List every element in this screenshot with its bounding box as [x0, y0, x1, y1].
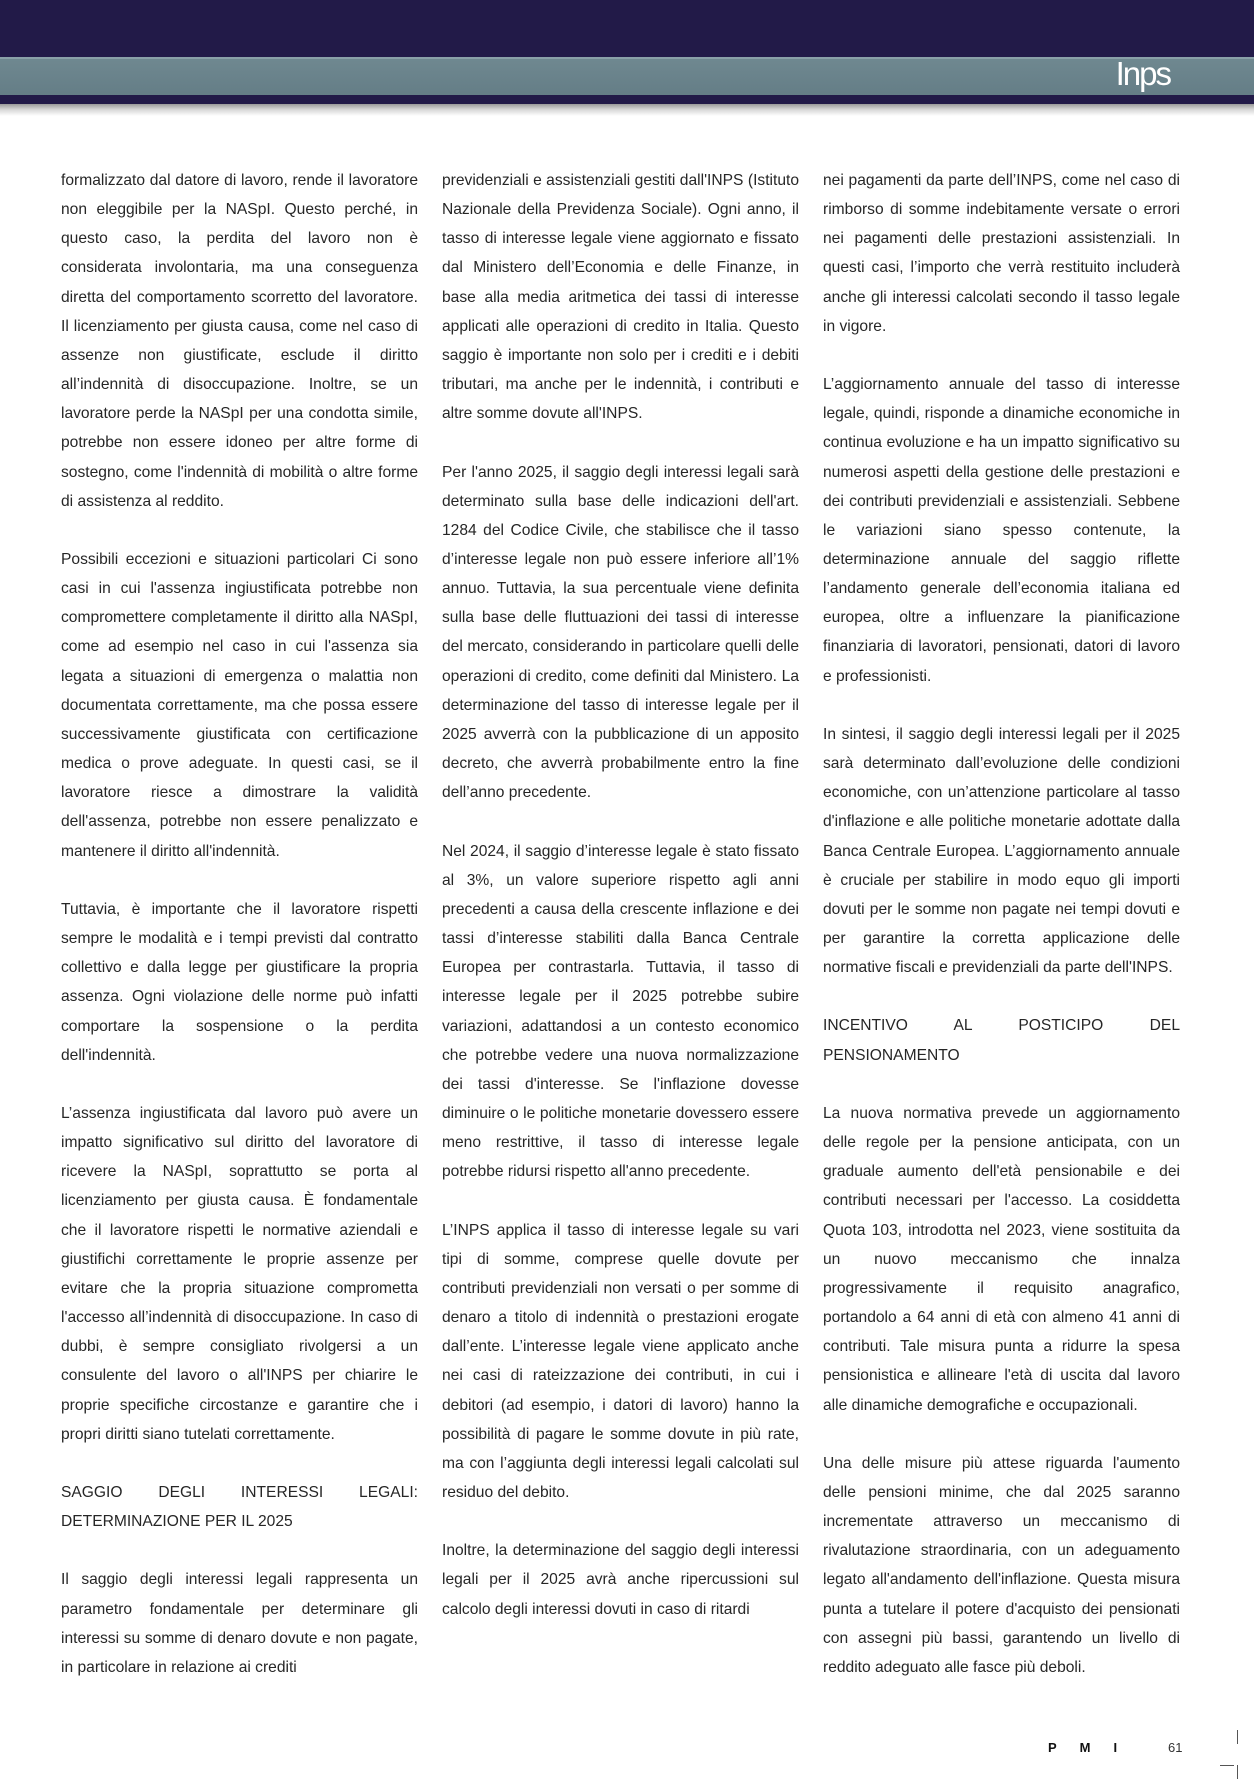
paragraph: previdenziali e assistenziali gestiti dall'INPS (Istituto Nazionale della Previdenza Sociale). Ogni anno, il tasso di interesse legale viene aggiornato e fissato dal Ministero dell’Economia e delle Finanze, in base alla media aritmetica dei tassi di interesse applicati alle operazioni di credito in Italia. Questo saggio è importante non solo per i crediti e i debiti tributari, ma anche per le indennità, i contributi e altre somme dovute all'INPS. — [442, 172, 799, 423]
text-column-1 — [61, 166, 418, 1711]
paragraph: L’aggiornamento annuale del tasso di interesse legale, quindi, risponde a dinamiche economiche in continua evoluzione e ha un impatto significativo su numerosi aspetti della gestione delle prestazioni e dei contributi previdenziali e assistenziali. Sebbene le variazioni siano spesso contenute, la determinazione annuale del saggio riflette l’andamento generale dell’economia italiana ed europea, oltre a influenzare la pianificazione finanziaria di lavoratori, pensionati, datori di lavoro e professionisti. — [823, 376, 1180, 685]
paragraph: Nel 2024, il saggio d’interesse legale è stato fissato al 3%, un valore superiore rispetto agli anni precedenti a causa della crescente inflazione e dei tassi d’interesse stabiliti dalla Banca Centrale Europea per contrastarla. Tuttavia, il tasso di interesse legale per il 2025 potrebbe subire variazioni, adattandosi a un contesto economico che potrebbe vedere una nuova normalizzazione dei tassi d'interesse. Se l'inflazione dovesse diminuire o le politiche monetarie dovessero essere meno restrittive, il tasso di interesse legale potrebbe ridursi rispetto all'anno precedente. — [442, 842, 799, 1181]
inps-logo: Inps — [1115, 55, 1170, 92]
paragraph: Il saggio degli interessi legali rappresenta un parametro fondamentale per determinare gli interessi su somme di denaro dovute e non pagate, in particolare in relazione ai crediti — [61, 1571, 418, 1676]
section-heading: INCENTIVO AL POSTICIPO DEL PENSIONAMENTO — [823, 1017, 1180, 1064]
section-heading: SAGGIO DEGLI INTERESSI LEGALI: DETERMINAZIONE PER IL 2025 — [61, 1483, 418, 1531]
paragraph: Per l'anno 2025, il saggio degli interessi legali sarà determinato sulla base delle indicazioni dell'art. 1284 del Codice Civile, che stabilisce che il tasso d’interesse legale non può essere inferiore all’1% annuo. Tuttavia, la sua percentuale viene definita sulla base delle fluttuazioni dei tassi di interesse del mercato, considerando in particolare quelli delle operazioni di credito, come definiti dal Ministero. La determinazione del tasso di interesse legale per il 2025 avverrà con la pubblicazione di un apposito decreto, che avverrà probabilmente entro la fine dell’anno precedente. — [442, 463, 799, 802]
paragraph: La nuova normativa prevede un aggiornamento delle regole per la pensione anticipata, con un graduale aumento dell'età pensionabile e dei contributi necessari per l'accesso. La cosiddetta Quota 103, introdotta nel 2023, viene sostituita da un nuovo meccanismo che innalza progressivamente il requisito anagrafico, portandolo a 64 anni di età con almeno 41 anni di contributi. Tale misura punta a ridurre la spesa pensionistica e allineare l'età di uscita dal lavoro alle dinamiche demografiche e occupazionali. — [823, 1104, 1180, 1414]
paragraph: L’INPS applica il tasso di interesse legale su vari tipi di somme, comprese quelle dovute per contributi previdenziali non versati o per somme di denaro a titolo di indennità o prestazioni erogate dall’ente. L’interesse legale viene applicato anche nei casi di rateizzazione dei contributi, in cui i debitori (ad esempio, i datori di lavoro) hanno la possibilità di pagare le somme dovute in più rate, ma con l’aggiunta degli interessi legali calcolati sul residuo del debito. — [442, 1221, 799, 1501]
magazine-name: PMI — [1048, 1740, 1141, 1755]
paragraph: Una delle misure più attese riguarda l'aumento delle pensioni minime, che dal 2025 saranno incrementate attraverso un meccanismo di rivalutazione straordinaria, con un adeguamento legato all'andamento dell'inflazione. Questa misura punta a tutelare il potere d'acquisto dei pensionati con assegni più bassi, garantendo un livello di reddito adeguato alle fasce più deboli. — [823, 1454, 1180, 1676]
text-column-3 — [823, 166, 1180, 1711]
paragraph: Tuttavia, è importante che il lavoratore rispetti sempre le modalità e i tempi previsti dal contratto collettivo e dalla legge per giustificare la propria assenza. Ogni violazione delle norme può infatti comportare la sospensione o la perdita dell'indennità. — [61, 900, 418, 1064]
paragraph: In sintesi, il saggio degli interessi legali per il 2025 sarà determinato dall’evoluzione delle condizioni economiche, con un’attenzione particolare al tasso d'inflazione e alle politiche monetarie adottate dalla Banca Centrale Europea. L’aggiornamento annuale è cruciale per stabilire in modo equo gli importi dovuti per le somme non pagate nei tempi dovuti e per garantire la corretta applicazione delle normative fiscali e previdenziali da parte dell'INPS. — [823, 725, 1180, 977]
header-bar-band — [0, 57, 1254, 97]
page-number: 61 — [1168, 1740, 1183, 1755]
paragraph: formalizzato dal datore di lavoro, rende il lavoratore non eleggibile per la NASpI. Questo perché, in questo caso, la perdita del lavoro non è considerata involontaria, ma una conseguenza diretta del comportamento scorretto del lavoratore. Il licenziamento per giusta causa, come nel caso di assenze non giustificate, esclude il diritto all’indennità di disoccupazione. Inoltre, se un lavoratore perde la NASpI per una condotta simile, potrebbe non essere idoneo per altre forme di sostegno, come l'indennità di mobilità o altre forme di assistenza al reddito. — [61, 172, 418, 510]
paragraph: L’assenza ingiustificata dal lavoro può avere un impatto significativo sul diritto del lavoratore di ricevere la NASpI, soprattutto se porta al licenziamento per giusta causa. È fondamentale che il lavoratore rispetti le normative aziendali e giustifichi correttamente le proprie assenze per evitare che la propria situazione comprometta l'accesso all’indennità di disoccupazione. In caso di dubbi, è sempre consigliato rivolgersi a un consulente del lavoro o all'INPS per chiarire le proprie specifiche circostanze e garantire che i propri diritti siano tutelati correttamente. — [61, 1104, 418, 1443]
header-bar-top — [0, 0, 1254, 57]
paragraph: Inoltre, la determinazione del saggio degli interessi legali per il 2025 avrà anche ripercussioni sul calcolo degli interessi dovuti in caso di ritardi — [442, 1542, 799, 1618]
text-column-2 — [442, 166, 799, 1653]
crop-mark — [1220, 1765, 1234, 1766]
paragraph: nei pagamenti da parte dell’INPS, come nel caso di rimborso di somme indebitamente versate o errori nei pagamenti delle prestazioni assistenziali. In questi casi, l’importo che verrà restituito includerà anche gli interessi calcolati secondo il tasso legale in vigore. — [823, 172, 1180, 335]
crop-mark — [1237, 1730, 1238, 1744]
paragraph: Possibili eccezioni e situazioni particolari Ci sono casi in cui l'assenza ingiustificata potrebbe non compromettere completamente il diritto alla NASpI, come ad esempio nel caso in cui l'assenza sia legata a situazioni di emergenza o malattia non documentata correttamente, ma che possa essere successivamente giustificata con certificazione medica o prove adeguate. In questi casi, se il lavoratore riesce a dimostrare la validità dell'assenza, potrebbe non essere penalizzato e mantenere il diritto all'indennità. — [61, 551, 418, 860]
header-bar-bottom — [0, 95, 1254, 104]
crop-mark — [1237, 1765, 1238, 1779]
header-shadow — [0, 104, 1254, 116]
